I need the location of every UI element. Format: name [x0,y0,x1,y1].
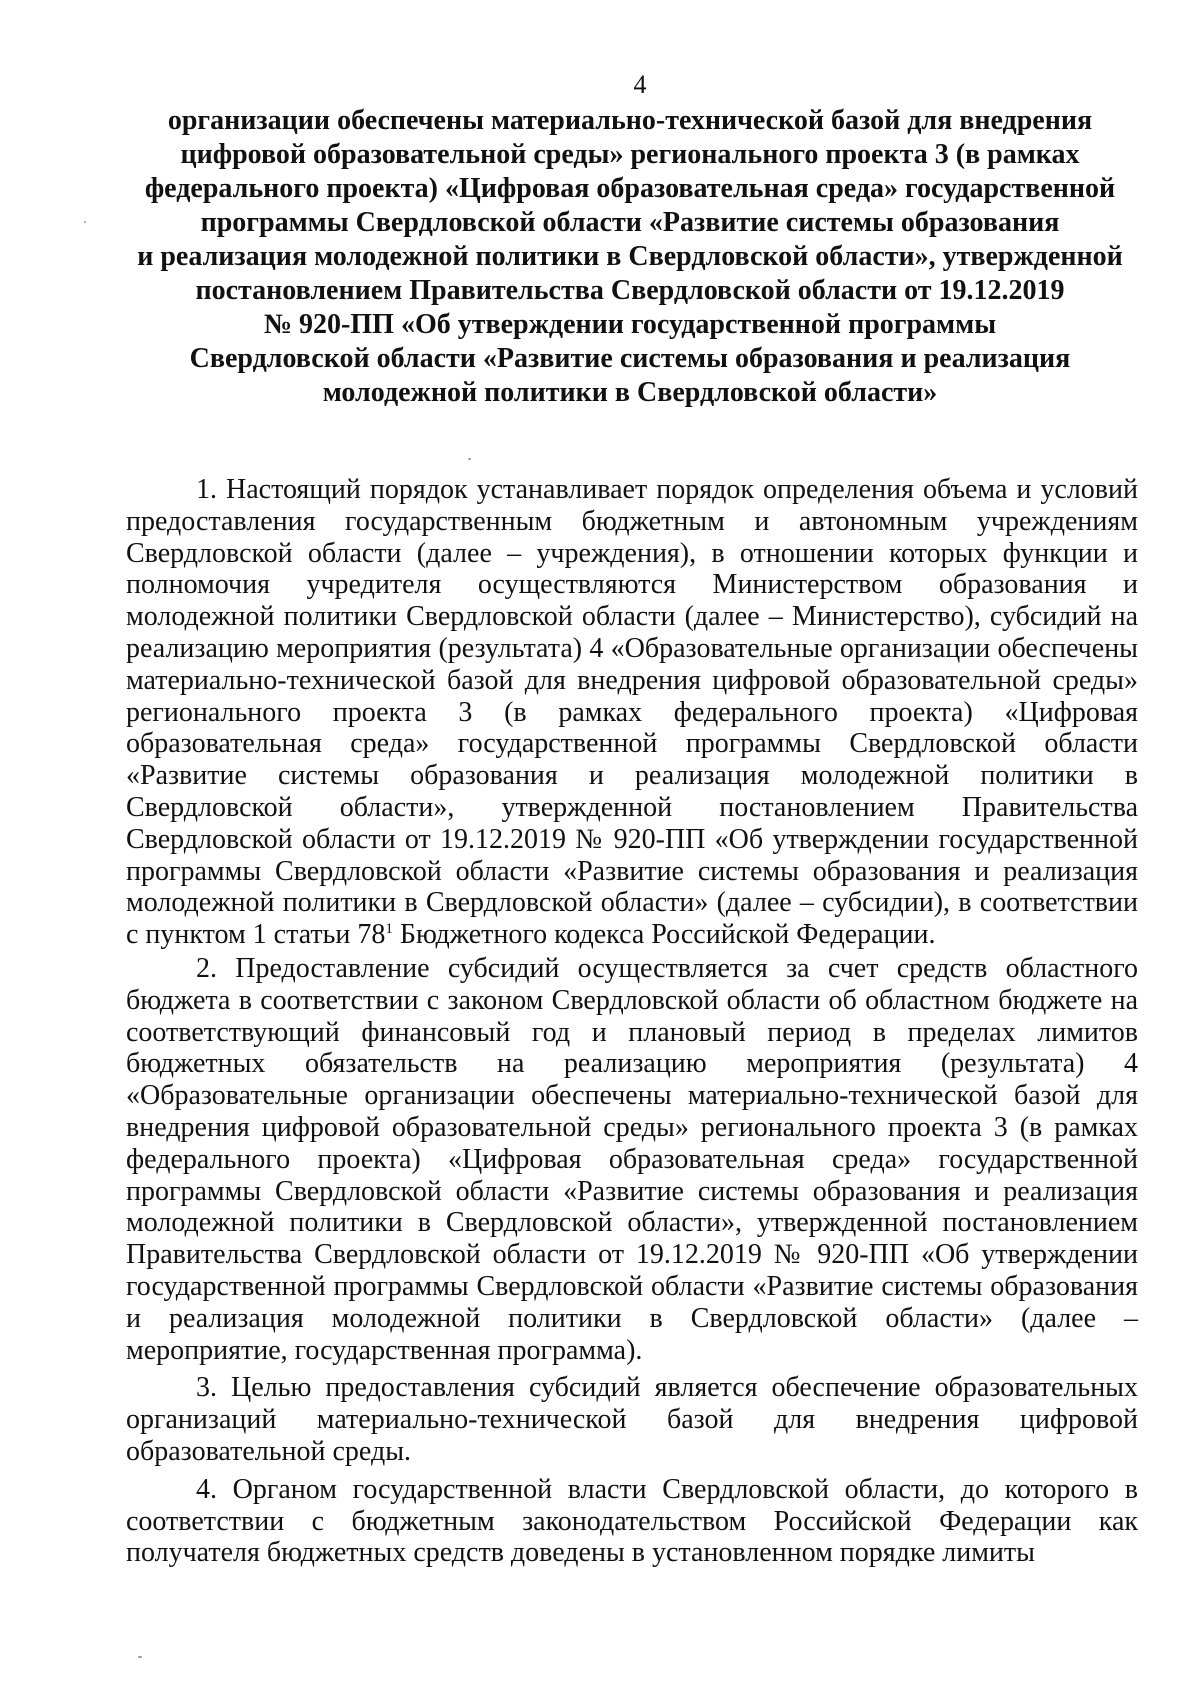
document-heading [120,104,1140,410]
heading-line: организации обеспечены материально-технической базой для внедрения [167,105,1093,136]
paragraph-4: 4. Органом государственной власти Свердловской области, до которого в соответствии с бюджетным законодательством Российской Федерации как получателя бюджетных средств доведены в установленном порядке лимиты [126,1473,1138,1569]
heading-line: постановлением Правительства Свердловской области от 19.12.2019 [195,275,1065,306]
paragraph-1-text: 1. Настоящий порядок устанавливает порядок определения объема и условий предоставления государственным бюджетным и автономным учреждениям Свердловской области (далее – учреждения), в отношении которых функции и полномочия учредителя осуществляются Министерством образования и молодежной политики Свердловской области (далее – Министерство), субсидий на реализацию мероприятия (результата) 4 «Образовательные организации обеспечены материально-технической базой для внедрения цифровой образовательной среды» регионального проекта 3 (в рамках федерального проекта) «Цифровая образовательная среда» государственной программы Свердловской области «Развитие системы образования и реализация молодежной политики в Свердловской области», утвержденной постановлением Правительства Свердловской области от 19.12.2019 № 920-ПП «Об утверждении государственной программы Свердловской области «Развитие системы образования и реализация молодежной политики в Свердловской области» (далее – субсидии), в соответствии с пунктом 1 статьи 78 [126,474,1138,951]
document-body [126,474,1138,1569]
paragraph-1 [126,474,1138,951]
article-superscript: 1 [385,921,393,938]
page-number: 4 [633,70,647,99]
scan-speck [138,1656,142,1658]
heading-line: Свердловской области «Развитие системы образования и реализация [189,343,1071,374]
heading-line: цифровой образовательной среды» регионального проекта 3 (в рамках [180,139,1080,170]
heading-line: программы Свердловской области «Развитие системы образования [200,207,1060,238]
paragraph-3: 3. Целью предоставления субсидий является обеспечение образовательных организаций материально-технической базой для внедрения цифровой образовательной среды. [126,1372,1138,1467]
paragraph-2: 2. Предоставление субсидий осуществляется за счет средств областного бюджета в соответствии с законом Свердловской области об областном бюджете на соответствующий финансовый год и плановый период в пределах лимитов бюджетных обязательств на реализацию мероприятия (результата) 4 «Образовательные организации обеспечены материально-технической базой для внедрения цифровой образовательной среды» регионального проекта 3 (в рамках федерального проекта) «Цифровая образовательная среда» государственной программы Свердловской области «Развитие системы образования и реализация молодежной политики в Свердловской области», утвержденной постановлением Правительства Свердловской области от 19.12.2019 № 920-ПП «Об утверждении государственной программы Свердловской области «Развитие системы образования и реализация молодежной политики в Свердловской области» (далее – мероприятие, государственная программа). [126,952,1138,1366]
heading-line: № 920-ПП «Об утверждении государственной программы [263,309,997,340]
scan-speck [84,221,86,223]
scan-speck [468,458,471,460]
paragraph-1-ending: Бюджетного кодекса Российской Федерации. [392,919,936,951]
heading-line: федерального проекта) «Цифровая образовательная среда» государственной [144,173,1116,204]
heading-line: молодежной политики в Свердловской области» [322,377,938,408]
heading-line: и реализация молодежной политики в Свердловской области», утвержденной [137,241,1123,272]
